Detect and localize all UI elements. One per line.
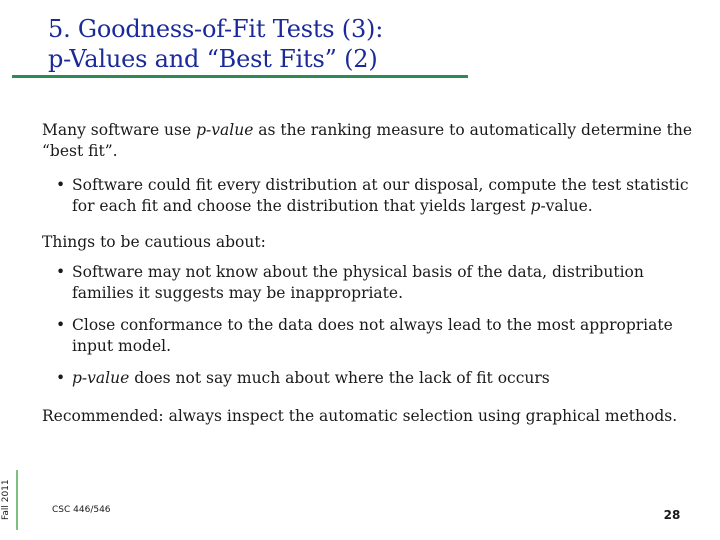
bullet-text: Software may not know about the physical basis of the data, distribution families it suggests may be inappropriate. [72, 263, 644, 302]
course-code: CSC 446/546 [52, 505, 111, 515]
semester-label: Fall 2011 [1, 479, 11, 520]
bullet-text: Close conformance to the data does not always lead to the most appropriate input model. [72, 316, 673, 355]
bullet-item [56, 315, 702, 357]
title-underline [12, 75, 468, 78]
paragraph-pvalue-ranking [42, 120, 702, 162]
footer-side-rule [16, 470, 18, 530]
emphasis-p: p [530, 197, 541, 215]
bullet-item [56, 175, 702, 217]
bullet-icon: • [56, 316, 66, 334]
slide-title [48, 14, 708, 74]
bullet-icon: • [56, 369, 66, 387]
bullet-text: Software could fit every distribution at our disposal, compute the test statistic for each fit and choose the distribution that yields largest [72, 176, 689, 215]
paragraph-recommendation: Recommended: always inspect the automatic selection using graphical methods. [42, 407, 678, 425]
bullet-icon: • [56, 263, 66, 281]
paragraph-text: Many software use [42, 121, 197, 139]
slide-title-line-1: 5. Goodness-of-Fit Tests (3): [48, 15, 384, 43]
page-number: 28 [663, 508, 681, 522]
bullet-item [56, 368, 702, 389]
slide-body [42, 120, 702, 427]
bullet-text: -value. [540, 197, 593, 215]
bullet-text: does not say much about where the lack of fit occurs [129, 369, 550, 387]
bullet-icon: • [56, 176, 66, 194]
bullet-list-software [42, 175, 702, 217]
paragraph-cautions: Things to be cautious about: [42, 233, 266, 251]
emphasis-pvalue: p-value [72, 369, 130, 387]
emphasis-pvalue: p-value [196, 121, 254, 139]
bullet-item [56, 262, 702, 304]
slide-title-line-2: p-Values and “Best Fits” (2) [48, 45, 378, 73]
bullet-list-cautions [42, 262, 702, 389]
paragraph-text: as the ranking measure to automatically determine the “best fit”. [42, 121, 693, 160]
